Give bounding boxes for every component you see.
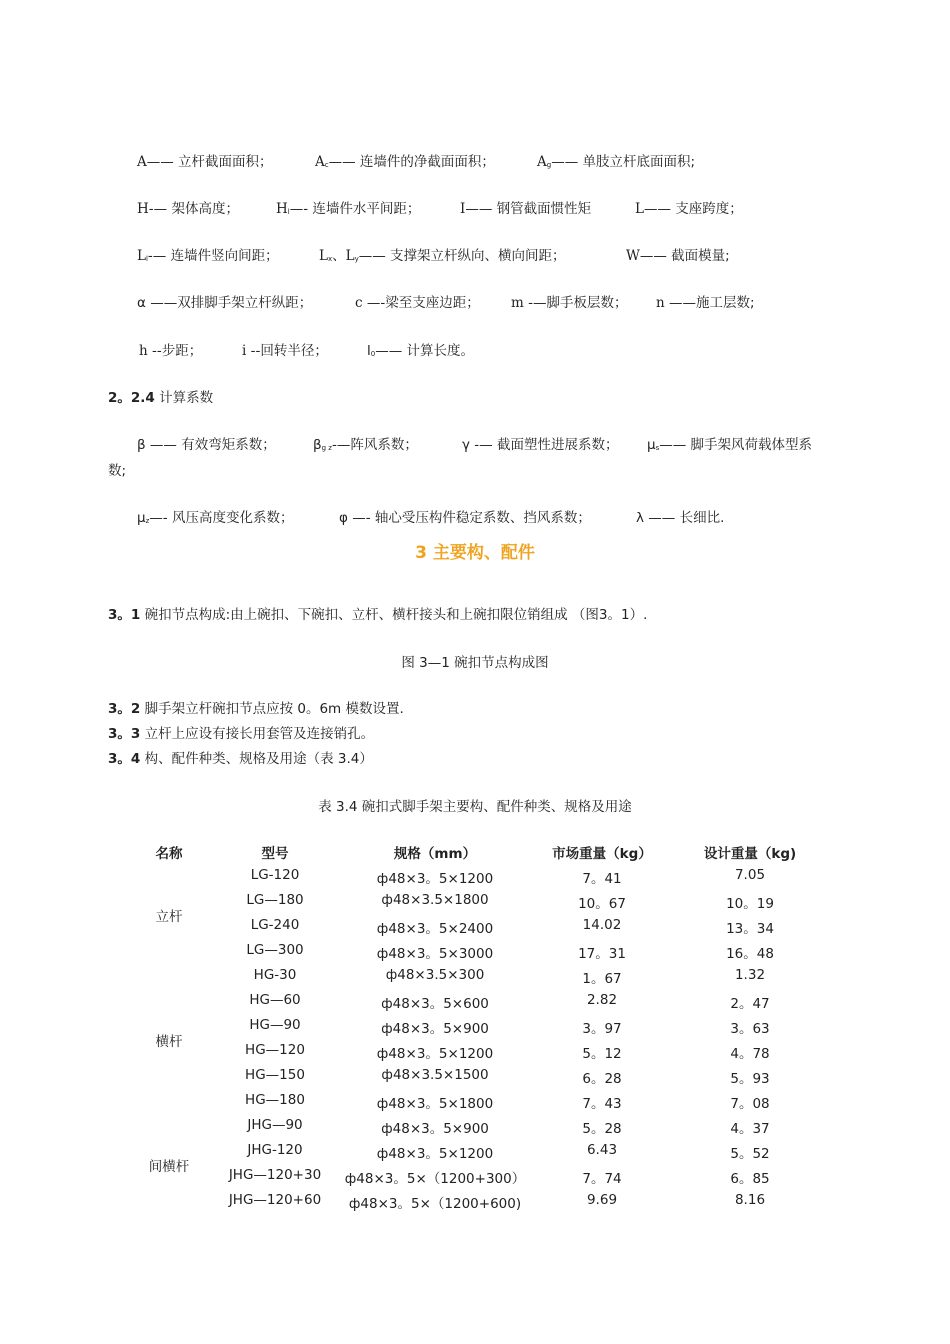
coef-mu-s-wrap: 数; xyxy=(108,463,127,479)
table-cell-spec: ф48×3。5×2400 xyxy=(376,921,494,937)
table-cell-design-weight: 8.16 xyxy=(734,1192,766,1208)
table-cell-market-weight: 7。43 xyxy=(582,1096,622,1112)
table-cell-market-weight: 10。67 xyxy=(578,896,626,912)
table-cell-model: HG—180 xyxy=(245,1092,305,1108)
table-cell-model: JHG—120+30 xyxy=(228,1167,322,1183)
table-header-market-weight: 市场重量（kg） xyxy=(552,846,652,862)
table-cell-market-weight: 5。12 xyxy=(582,1046,622,1062)
table-header-name: 名称 xyxy=(155,846,183,862)
section-2-2-4-heading: 2。2.4 计算系数 xyxy=(108,390,214,406)
coef-lambda: λ —— 长细比. xyxy=(636,510,725,526)
table-cell-market-weight: 7。74 xyxy=(582,1171,622,1187)
table-cell-design-weight: 7.05 xyxy=(734,867,766,883)
symbol-h: h --步距； xyxy=(139,343,203,359)
symbol-row-1 xyxy=(137,150,273,170)
table-cell-design-weight: 4。78 xyxy=(730,1046,770,1062)
table-cell-spec: ф48×3。5×1200 xyxy=(376,1046,494,1062)
table-cell-design-weight: 16。48 xyxy=(726,946,774,962)
table-cell-spec: ф48×3。5×（1200+600) xyxy=(348,1196,522,1212)
symbol-n: n ——施工层数; xyxy=(656,295,755,311)
symbol-Ag: Ag—— 单肢立杆底面面积; xyxy=(537,154,696,170)
table-cell-design-weight: 13。34 xyxy=(726,921,774,937)
table-cell-spec: ф48×3。5×600 xyxy=(381,996,489,1012)
table-cell-model: HG-30 xyxy=(253,967,297,983)
table-cell-design-weight: 1.32 xyxy=(734,967,766,983)
table-group-name: 立杆 xyxy=(155,908,183,925)
symbol-Ll: Ll-— 连墙件竖向间距； xyxy=(137,248,279,264)
table-cell-model: HG—120 xyxy=(245,1042,305,1058)
table-group-name: 间横杆 xyxy=(148,1158,190,1175)
clause-3-4: 3。4 构、配件种类、规格及用途（表 3.4） xyxy=(108,751,373,767)
table-cell-spec: ф48×3。5×900 xyxy=(381,1121,489,1137)
table-cell-design-weight: 7。08 xyxy=(730,1096,770,1112)
table-cell-model: JHG—90 xyxy=(247,1117,303,1133)
table-caption: 表 3.4 碗扣式脚手架主要构、配件种类、规格及用途 xyxy=(318,799,632,815)
clause-3-3: 3。3 立杆上应设有接长用套管及连接销孔。 xyxy=(108,726,375,742)
coef-beta-gz: βg z-—阵风系数； xyxy=(313,437,418,453)
table-cell-market-weight: 6。28 xyxy=(582,1071,622,1087)
table-cell-market-weight: 17。31 xyxy=(578,946,626,962)
table-cell-model: HG—90 xyxy=(249,1017,301,1033)
table-cell-spec: ф48×3.5×1800 xyxy=(381,892,489,908)
table-cell-market-weight: 9.69 xyxy=(586,1192,618,1208)
table-header-spec: 规格（mm） xyxy=(393,846,477,862)
coef-mu-s: μs—— 脚手架风荷载体型系 xyxy=(647,437,813,453)
symbol-A-desc: —— 立杆截面面积； xyxy=(146,154,273,170)
table-cell-spec: ф48×3。5×（1200+300） xyxy=(344,1171,526,1187)
table-group-name: 横杆 xyxy=(155,1033,183,1050)
table-cell-spec: ф48×3。5×1200 xyxy=(376,1146,494,1162)
table-cell-market-weight: 14.02 xyxy=(582,917,622,933)
table-cell-market-weight: 1。67 xyxy=(582,971,622,987)
table-header-design-weight: 设计重量（kg) xyxy=(703,846,797,862)
table-cell-spec: ф48×3。5×1800 xyxy=(376,1096,494,1112)
coef-beta: β —— 有效弯矩系数； xyxy=(137,437,276,453)
symbol-Hl: Hl—- 连墙件水平间距； xyxy=(276,201,421,217)
table-cell-market-weight: 2.82 xyxy=(586,992,618,1008)
symbol-W: W—— 截面模量; xyxy=(626,248,730,264)
section-3-title: 3 主要构、配件 xyxy=(415,543,535,563)
clause-3-1: 3。1 碗扣节点构成:由上碗扣、下碗扣、立杆、横杆接头和上碗扣限位销组成 （图3。1）. xyxy=(108,607,648,623)
symbol-l0: l0—— 计算长度。 xyxy=(367,343,475,359)
table-cell-market-weight: 7。41 xyxy=(582,871,622,887)
symbol-alpha: α ——双排脚手架立杆纵距； xyxy=(137,295,313,311)
symbol-I: I—— 钢管截面惯性矩 xyxy=(460,201,592,217)
table-cell-spec: ф48×3.5×300 xyxy=(385,967,485,983)
symbol-A: A xyxy=(137,154,147,170)
symbol-m: m -—脚手板层数； xyxy=(511,295,628,311)
symbol-c: c —-梁至支座边距； xyxy=(355,295,480,311)
coef-mu-z: μz—- 风压高度变化系数； xyxy=(137,510,294,526)
table-cell-spec: ф48×3。5×1200 xyxy=(376,871,494,887)
table-cell-design-weight: 3。63 xyxy=(730,1021,770,1037)
table-header-model: 型号 xyxy=(261,846,289,862)
clause-3-2: 3。2 脚手架立杆碗扣节点应按 0。6m 模数设置. xyxy=(108,701,404,717)
symbol-Ac: Ac—— 连墙件的净截面面积； xyxy=(315,154,495,170)
table-cell-model: JHG-120 xyxy=(247,1142,303,1158)
symbol-i: i --回转半径； xyxy=(242,343,328,359)
table-cell-model: LG—180 xyxy=(246,892,304,908)
table-cell-design-weight: 10。19 xyxy=(726,896,774,912)
table-cell-spec: ф48×3。5×900 xyxy=(381,1021,489,1037)
symbol-Lx-Ly: Lx、Ly—— 支撑架立杆纵向、横向间距； xyxy=(319,248,566,264)
table-cell-spec: ф48×3。5×3000 xyxy=(376,946,494,962)
symbol-L: L—— 支座跨度； xyxy=(635,201,743,217)
table-cell-design-weight: 6。85 xyxy=(730,1171,770,1187)
table-cell-spec: ф48×3.5×1500 xyxy=(381,1067,489,1083)
table-cell-model: JHG—120+60 xyxy=(228,1192,322,1208)
table-cell-model: HG—60 xyxy=(249,992,301,1008)
figure-caption: 图 3—1 碗扣节点构成图 xyxy=(401,655,549,671)
table-cell-market-weight: 3。97 xyxy=(582,1021,622,1037)
table-cell-design-weight: 5。93 xyxy=(730,1071,770,1087)
table-cell-model: LG-240 xyxy=(250,917,300,933)
coef-phi: φ —- 轴心受压构件稳定系数、挡风系数； xyxy=(339,510,591,526)
table-cell-design-weight: 5。52 xyxy=(730,1146,770,1162)
table-cell-model: HG—150 xyxy=(245,1067,305,1083)
coef-gamma: γ -— 截面塑性进展系数； xyxy=(462,437,619,453)
table-cell-model: LG-120 xyxy=(250,867,300,883)
symbol-H: H-— 架体高度； xyxy=(137,201,239,217)
table-cell-market-weight: 6.43 xyxy=(586,1142,618,1158)
table-cell-design-weight: 2。47 xyxy=(730,996,770,1012)
table-cell-model: LG—300 xyxy=(246,942,304,958)
table-cell-design-weight: 4。37 xyxy=(730,1121,770,1137)
table-cell-market-weight: 5。28 xyxy=(582,1121,622,1137)
